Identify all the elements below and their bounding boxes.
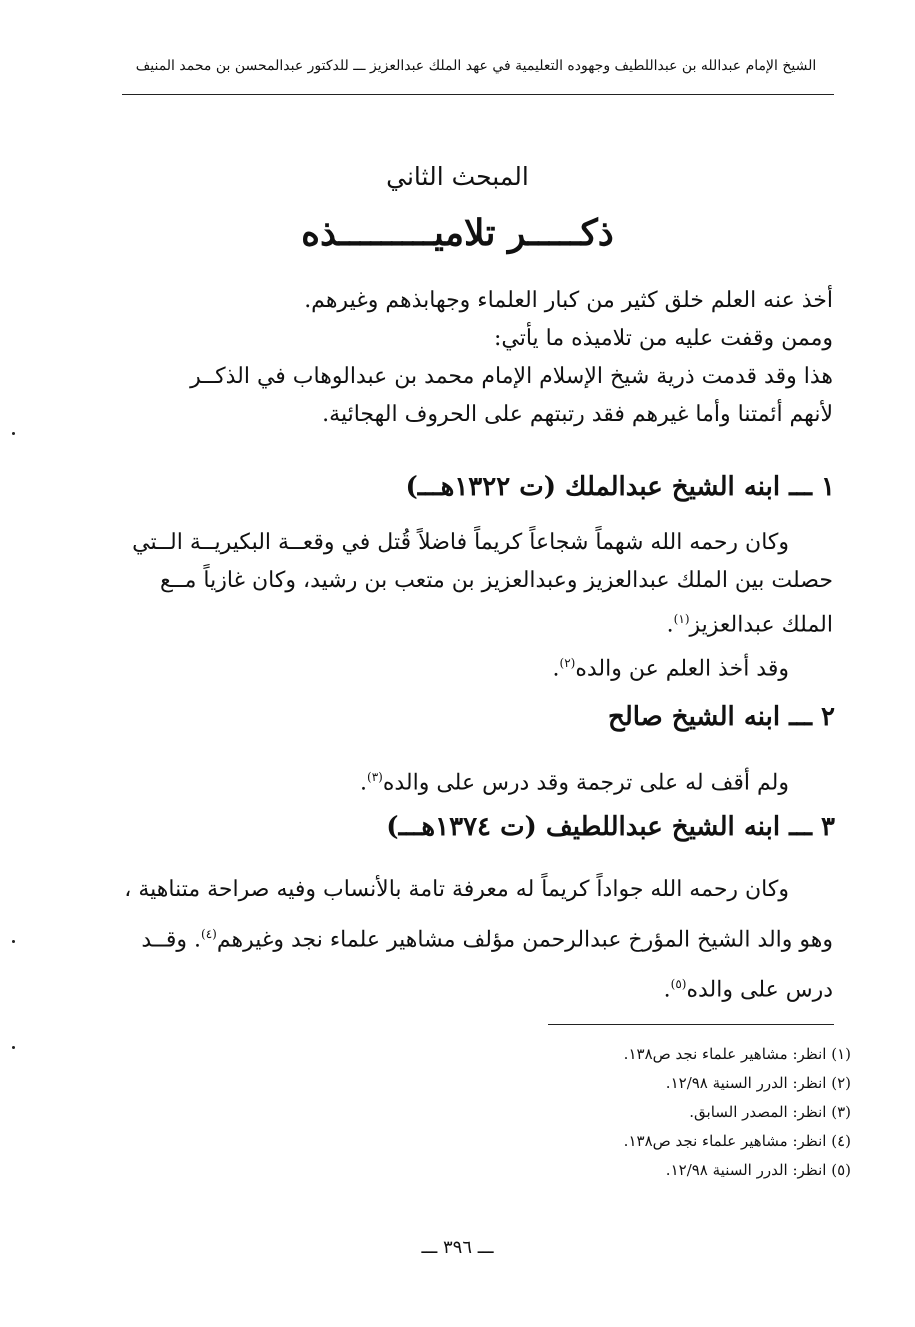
footnote-item: (٣) انظر: المصدر السابق. xyxy=(689,1103,851,1121)
running-header: الشيخ الإمام عبدالله بن عبداللطيف وجهوده التعليمية في عهد الملك عبدالعزيز ـــ للدكتور عبدالمحسن بن محمد المنيف xyxy=(135,58,817,74)
scan-speck xyxy=(12,940,15,943)
entry-line-with-footnote: وقد أخذ العلم عن والده$^{(٢)}$. xyxy=(552,656,789,682)
scan-speck xyxy=(12,432,15,435)
entry-body-1 xyxy=(121,524,833,689)
footnote-ref: (١) xyxy=(673,612,690,626)
footnote-item: (٢) انظر: الدرر السنية ١٢/٩٨. xyxy=(665,1074,851,1092)
intro-line: لأنهم أئمتنا وأما غيرهم فقد رتبتهم على الحروف الهجائية. xyxy=(322,402,833,427)
footnote-rule xyxy=(548,1024,834,1025)
entry-text: وقد أخذ العلم عن والده xyxy=(575,656,789,682)
footnote-item: (١) انظر: مشاهير علماء نجد ص١٣٨. xyxy=(623,1045,851,1063)
page-number: ـــ ٣٩٦ ـــ xyxy=(421,1237,494,1258)
footnotes xyxy=(551,1040,851,1185)
entry-line-with-footnote: الملك عبدالعزيز$^{(١)}$. xyxy=(666,612,833,638)
footnote-ref: (٣) xyxy=(367,770,383,784)
entry-heading-2: ٢ ـــ ابنه الشيخ صالح xyxy=(608,702,835,732)
entry-body-2 xyxy=(121,758,833,802)
footnote-item: (٤) انظر: مشاهير علماء نجد ص١٣٨. xyxy=(623,1132,851,1150)
footnote-ref: (٤) xyxy=(201,927,217,941)
intro-line: هذا وقد قدمت ذرية شيخ الإسلام الإمام محمد بن عبدالوهاب في الذكــر xyxy=(190,364,833,389)
entry-line: وكان رحمه الله جواداً كريماً له معرفة تامة بالأنساب وفيه صراحة متناهية ، xyxy=(124,877,789,902)
intro-paragraph xyxy=(121,282,833,434)
footnote-item: (٥) انظر: الدرر السنية ١٢/٩٨. xyxy=(665,1161,851,1179)
entry-text: درس على والده xyxy=(686,977,833,1003)
entry-line-with-footnote xyxy=(121,912,833,962)
section-label: المبحث الثاني xyxy=(386,162,529,191)
entry-line: حصلت بين الملك عبدالعزيز وعبدالعزيز بن متعب بن رشيد، وكان غازياً مــع xyxy=(160,568,833,593)
entry-text: وهو والد الشيخ المؤرخ عبدالرحمن مؤلف مشاهير علماء نجد وغيرهم xyxy=(216,927,833,953)
entry-line: وكان رحمه الله شهماً شجاعاً كريماً فاضلاً قُتل في وقعــة البكيريــة الــتي xyxy=(132,530,789,555)
entry-text: . وقــد xyxy=(141,927,201,953)
footnote-ref: (٥) xyxy=(670,977,687,992)
intro-line: وممن وقفت عليه من تلاميذه ما يأتي: xyxy=(493,326,833,351)
entry-text: ولم أقف له على ترجمة وقد درس على والده xyxy=(382,770,789,796)
entry-heading-3: ٣ ـــ ابنه الشيخ عبداللطيف (ت ١٣٧٤هـــ) xyxy=(386,812,835,842)
entry-heading-1: ١ ـــ ابنه الشيخ عبدالملك (ت ١٣٢٢هـــ) xyxy=(405,472,835,502)
header-rule xyxy=(122,94,834,95)
intro-line: أخذ عنه العلم خلق كثير من كبار العلماء وجهابذهم وغيرهم. xyxy=(304,288,833,313)
entry-line-with-footnote: درس على والده$^{(٥)}$. xyxy=(663,977,833,1003)
entry-text: الملك عبدالعزيز xyxy=(689,612,833,638)
footnote-ref: (٢) xyxy=(559,656,576,671)
entry-line-with-footnote: ولم أقف له على ترجمة وقد درس على والده$^{(٣)}$. xyxy=(360,770,789,796)
section-title: ذكـــــر تلاميـــــــــذه xyxy=(301,212,614,254)
entry-body-3 xyxy=(121,868,833,1013)
scan-speck xyxy=(12,1046,15,1049)
